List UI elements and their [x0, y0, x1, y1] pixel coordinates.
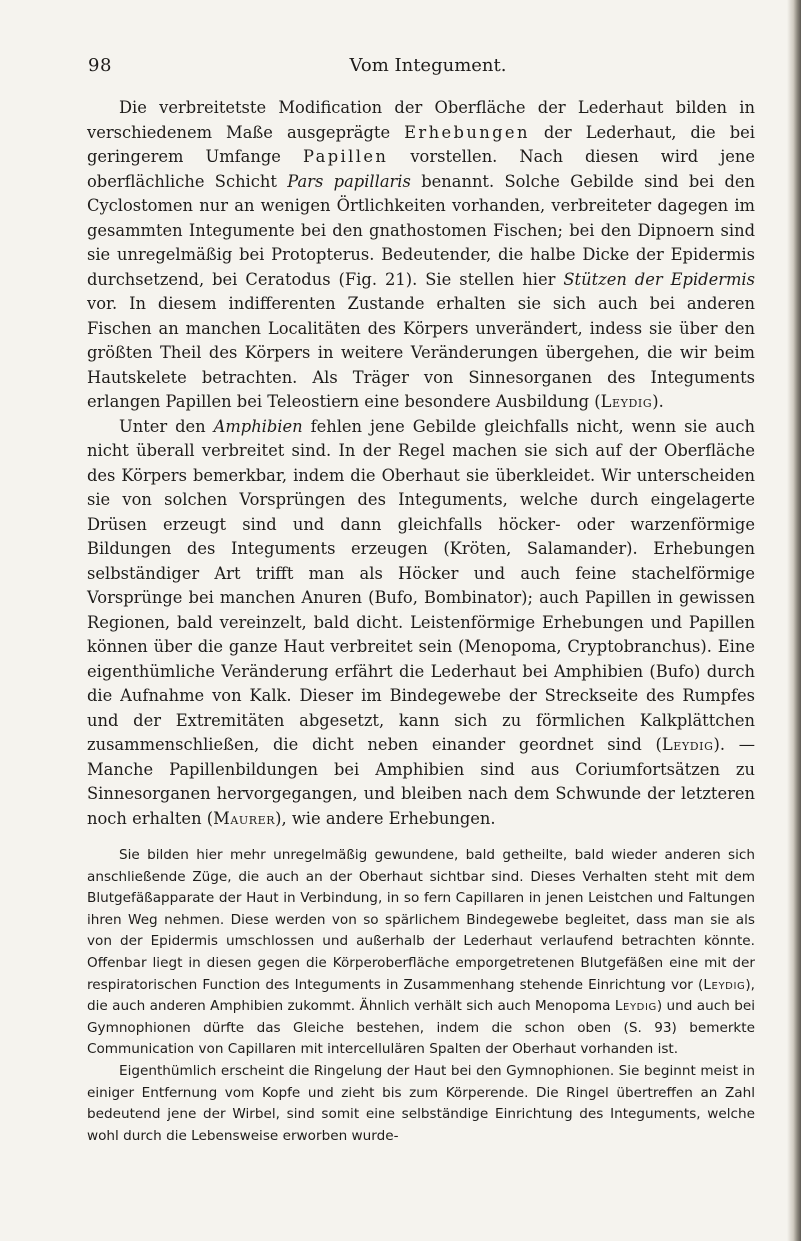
- page-header: [88, 55, 748, 85]
- italic-term-amphibien: Amphibien: [213, 416, 303, 436]
- running-title: Vom Integument.: [349, 55, 507, 76]
- author-citation: Leydig: [703, 976, 746, 993]
- text-run: ), die auch anderen Amphibien zukommt. Ähnlich verhält sich auch Menopoma: [87, 976, 755, 1015]
- author-citation: Leydig: [661, 735, 714, 754]
- text-run: benannt. Solche Gebilde sind bei den Cyclostomen nur an wenigen Örtlichkeiten vorhanden, verbreiteter dagegen im gesammten Integumente bei den gnathostomen Fischen; bei den Dipnoern sind sie unregelmäßig bei Protopterus. Bedeutender, die halbe Dicke der Epidermis durchsetzend, bei Ceratodus (Fig. 21). Sie stellen hier: [87, 171, 755, 289]
- text-run: ).: [652, 392, 664, 411]
- body-text: [87, 96, 755, 1147]
- text-run: vorstellen. Nach diesen wird jene oberflächliche Schicht: [87, 147, 755, 191]
- text-run: Eigenthümlich erscheint die Ringelung der Haut bei den Gymnophionen. Sie beginnt meist in einiger Entfernung vom Kopfe und zieht bis zum Körperende. Die Ringel übertreffen an Zahl bedeutend jene der Wirbel, sind somit eine selbständige Einrichtung des Integuments, welche wohl durch die Lebensweise erworben wurde-: [87, 1062, 755, 1144]
- text-run: ). — Manche Papillenbildungen bei Amphibien sind aus Coriumfortsätzen zu Sinnesorganen hervorgegangen, und bleiben nach dem Schwunde der letzteren noch erhalten (: [87, 735, 755, 828]
- text-run: vor. In diesem indifferenten Zustande erhalten sie sich auch bei anderen Fischen an manchen Localitäten des Körpers unverändert, indess sie über den größten Theil des Körpers in weitere Veränderungen übergehen, die wir beim Hautskelete betrachten. Als Träger von Sinnesorganen des Integuments erlangen Papillen bei Teleostiern eine besondere Ausbildung (: [87, 294, 755, 411]
- page-number: 98: [88, 55, 112, 76]
- text-run: der Lederhaut, die bei geringerem Umfange: [87, 122, 755, 166]
- paragraph-amphibien: [87, 415, 755, 832]
- author-citation: Leydig: [600, 392, 653, 411]
- text-run: ), wie andere Erhebungen.: [275, 808, 496, 828]
- italic-term-stuetzen: Stützen der Epidermis: [563, 269, 755, 289]
- paragraph-blutgefaesse: [87, 845, 755, 1061]
- main-text: [87, 96, 755, 831]
- text-run: fehlen jene Gebilde gleichfalls nicht, wenn sie auch nicht überall verbreitet sind. In der Regel machen sie sich auf der Oberfläche des Körpers bemerkbar, indem die Oberhaut sie überkleidet. Wir unterscheiden sie von solchen Vorsprüngen des Integuments, welche durch eingelagerte Drüsen erzeugt sind und dann gleichfalls höcker- oder warzenförmige Bildungen des Integuments erzeugen (Kröten, Salamander). Erhebungen selbständiger Art trifft man als Höcker und auch feine stachelförmige Vorsprünge bei manchen Anuren (Bufo, Bombinator); auch Papillen in gewissen Regionen, bald vereinzelt, bald dicht. Leistenförmige Erhebungen und Papillen können über die ganze Haut verbreitet sein (Menopoma, Cryptobranchus). Eine eigenthümliche Veränderung erfährt die Lederhaut bei Amphibien (Bufo) durch die Aufnahme von Kalk. Dieser im Bindegewebe der Streckseite des Rumpfes und der Extremitäten abgesetzt, kann sich zu förmlichen Kalkplättchen zusammenschließen, die dicht neben einander geordnet sind (: [87, 416, 756, 754]
- emphasis-papillen: Papillen: [302, 147, 389, 166]
- text-run: ) und auch bei Gymnophionen dürfte das Gleiche bestehen, indem die schon oben (S. 93) bemerkte Communication von Capillaren mit intercellulären Spalten der Oberhaut vorhanden ist.: [87, 998, 755, 1058]
- paragraph-dermis-papillae: [87, 96, 755, 415]
- italic-term-pars-papillaris: Pars papillaris: [287, 171, 411, 191]
- author-citation: Leydig: [614, 998, 657, 1015]
- text-run: Die verbreitetste Modification der Oberfläche der Lederhaut bilden in verschiedenem Maße ausgeprägte: [87, 98, 755, 142]
- paragraph-gymnophionen: [87, 1061, 755, 1147]
- author-citation: Maurer: [213, 808, 276, 828]
- text-run: Sie bilden hier mehr unregelmäßig gewundene, bald getheilte, bald wieder anderen sich anschließende Züge, die auch an der Oberhaut sichtbar sind. Dieses Verhalten steht mit dem Blutgefäßapparate der Haut in Verbindung, in so fern Capillaren in jenen Leistchen und Faltungen ihren Weg nehmen. Diese werden von so spärlichem Bindegewebe begleitet, dass man sie als von der Epidermis umschlossen und außerhalb der Lederhaut verlaufend betrachten könnte. Offenbar liegt in diesen gegen die Körperoberfläche emporgetretenen Blutgefäßen eine mit der respiratorischen Function des Integuments in Zusammenhang stehende Einrichtung vor (: [87, 847, 755, 993]
- small-print-notes: [87, 845, 755, 1147]
- text-run: Unter den: [119, 416, 214, 436]
- page-edge-shadow: [787, 0, 801, 1241]
- emphasis-erhebungen: Erhebungen: [404, 122, 530, 142]
